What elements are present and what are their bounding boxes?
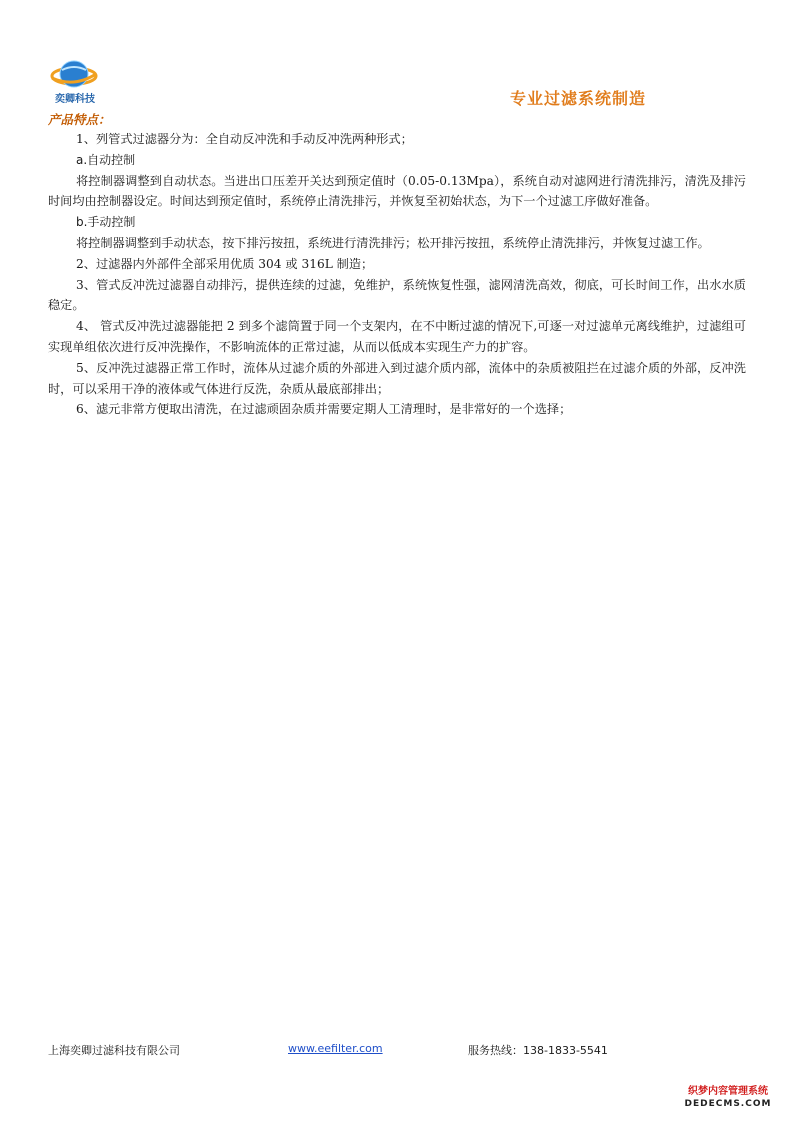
paragraph-3: 3、管式反冲洗过滤器自动排污，提供连续的过滤，免维护，系统恢复性强，滤网清洗高效，彻底，可长时间工作，出水水质稳定。 bbox=[48, 277, 746, 313]
paragraph-2: 2、过滤器内外部件全部采用优质 304 或 316L 制造； bbox=[76, 256, 374, 271]
subheading-auto-control: a.自动控制 bbox=[76, 152, 136, 167]
subheading-manual-control: b.手动控制 bbox=[76, 215, 136, 230]
paragraph-1: 1、列管式过滤器分为：全自动反冲洗和手动反冲洗两种形式； bbox=[76, 132, 413, 146]
watermark-line-2: DEDECMS.COM bbox=[684, 1099, 772, 1109]
paragraph-4: 4、 管式反冲洗过滤器能把 2 到多个滤筒置于同一个支架内，在不中断过滤的情况下,可逐一对过滤单元离线维护，过滤组可实现单组依次进行反冲洗操作，不影响流体的正常过滤，从而以低成本实现生产力的扩容。 bbox=[48, 319, 746, 354]
paragraph-manual-control: 将控制器调整到手动状态，按下排污按扭，系统进行清洗排污；松开排污按扭，系统停止清洗排污，并恢复过滤工作。 bbox=[76, 235, 710, 250]
watermark-line-1: 织梦内容管理系统 bbox=[688, 1086, 768, 1097]
paragraph-auto-control: 将控制器调整到自动状态。当进出口压差开关达到预定值时（0.05-0.13Mpa），系统自动对滤网进行清洗排污，清洗及排污时间均由控制器设定。时间达到预定值时，系统停止清洗排污，并恢复至初始状态，为下一个过滤工序做好准备。 bbox=[48, 173, 746, 209]
document-body bbox=[48, 111, 746, 420]
section-title: 产品特点： bbox=[48, 112, 111, 127]
footer-website-link[interactable]: www.eefilter.com bbox=[288, 1042, 383, 1055]
paragraph-6: 6、滤元非常方便取出清洗，在过滤顽固杂质并需要定期人工清理时，是非常好的一个选择； bbox=[76, 402, 572, 417]
paragraph-5: 5、反冲洗过滤器正常工作时，流体从过滤介质的外部进入到过滤介质内部，流体中的杂质被阻拦在过滤介质的外部，反冲洗时，可以采用干净的液体或气体进行反洗，杂质从最底部排出； bbox=[48, 360, 746, 396]
footer-company: 上海奕卿过滤科技有限公司 bbox=[48, 1044, 180, 1057]
page-footer bbox=[48, 1042, 748, 1058]
header-slogan: 专业过滤系统制造 bbox=[510, 89, 647, 108]
logo-text: 奕卿科技 bbox=[55, 94, 95, 105]
footer-hotline: 服务热线：138-1833-5541 bbox=[468, 1044, 608, 1057]
watermark bbox=[675, 1086, 781, 1110]
